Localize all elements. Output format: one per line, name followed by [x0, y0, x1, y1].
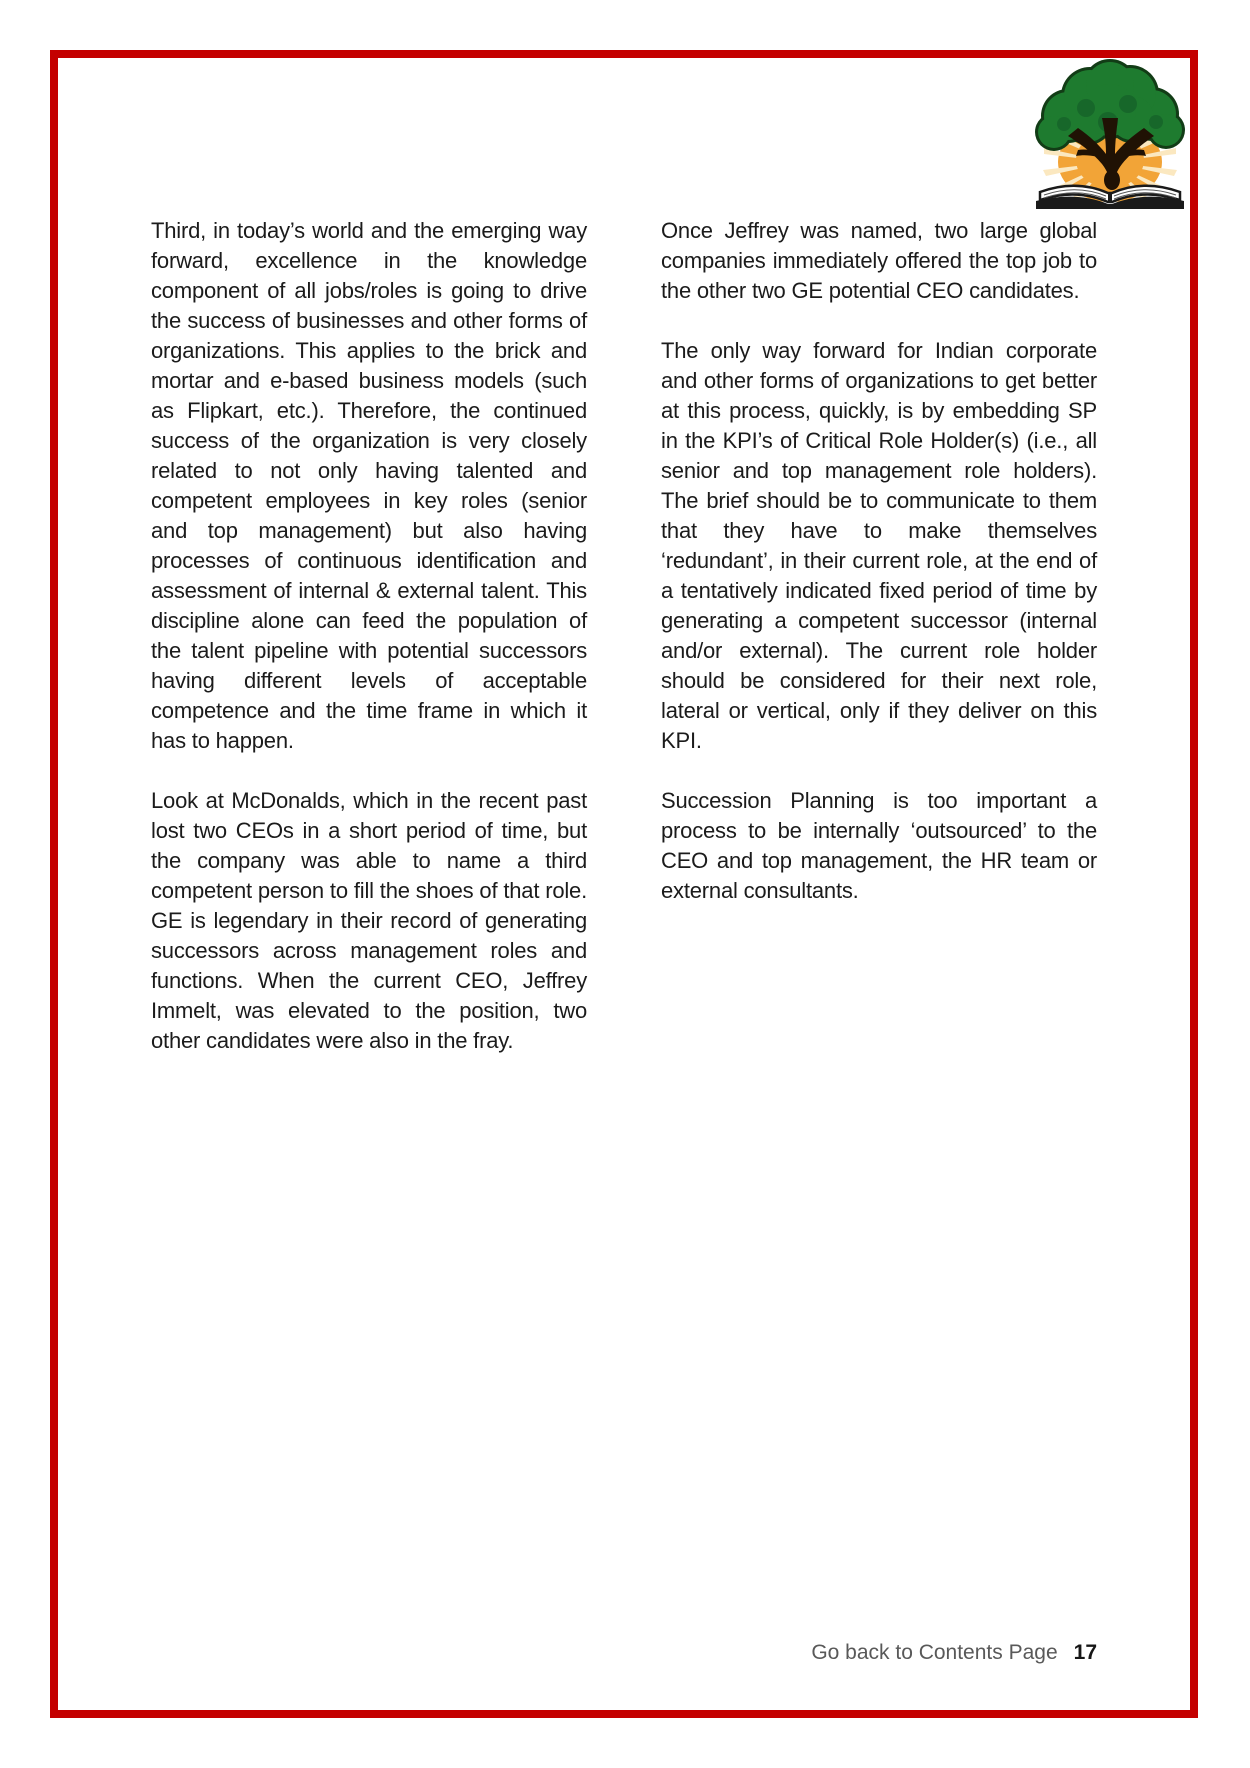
contents-page-link[interactable]: Go back to Contents Page: [811, 1641, 1058, 1664]
page-number: 17: [1073, 1641, 1097, 1664]
right-text-column: [661, 216, 1097, 1086]
body-paragraph: The only way forward for Indian corporate and other forms of organizations to get better at this process, quickly, is by embedding SP in the KPI’s of Critical Role Holder(s) (i.e., all senior and top management role holders). The brief should be to communicate to them that they have to make themselves ‘redundant’, in their current role, at the end of a tentatively indicated fixed period of time by generating a competent successor (internal and/or external). The current role holder should be considered for their next role, lateral or vertical, only if they deliver on this KPI.: [661, 338, 1097, 753]
left-text-column: [151, 216, 587, 1086]
body-paragraph: Look at McDonalds, which in the recent past lost two CEOs in a short period of time, but the company was able to name a third competent person to fill the shoes of that role. GE is legendary in their record of generating successors across management roles and functions. When the current CEO, Jeffrey Immelt, was elevated to the position, two other candidates were also in the fray.: [151, 788, 587, 1053]
tree-book-logo: [1028, 56, 1192, 214]
body-paragraph: Succession Planning is too important a process to be internally ‘outsourced’ to the CEO and top management, the HR team or external consultants.: [661, 788, 1097, 903]
body-paragraph: Once Jeffrey was named, two large global companies immediately offered the top job to the other two GE potential CEO candidates.: [661, 218, 1097, 303]
page-footer: [151, 1638, 1097, 1668]
page-body: [151, 216, 1097, 1086]
body-paragraph: Third, in today’s world and the emerging way forward, excellence in the knowledge component of all jobs/roles is going to drive the success of businesses and other forms of organizations. This applies to the brick and mortar and e-based business models (such as Flipkart, etc.). Therefore, the continued success of the organization is very closely related to not only having talented and competent employees in key roles (senior and top management) but also having processes of continuous identification and assessment of internal & external talent. This discipline alone can feed the population of the talent pipeline with potential successors having different levels of acceptable competence and the time frame in which it has to happen.: [151, 218, 587, 753]
